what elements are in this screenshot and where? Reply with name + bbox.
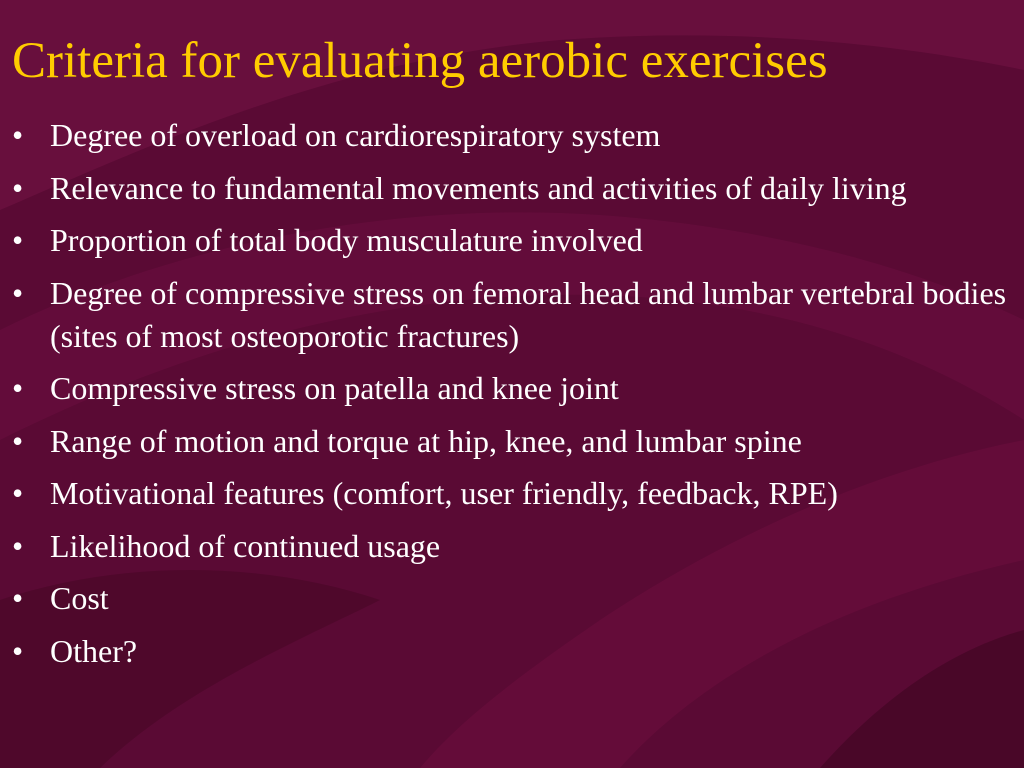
bullet-text: Degree of overload on cardiorespiratory system xyxy=(50,117,661,153)
bullet-text: Relevance to fundamental movements and activities of daily living xyxy=(50,169,907,206)
bullet-item xyxy=(0,420,1018,463)
bullet-text: Other? xyxy=(50,632,138,669)
bullet-icon: • xyxy=(12,475,24,511)
bullet-item xyxy=(0,272,1018,358)
bullet-text: Compressive stress on patella and knee joint xyxy=(50,370,619,406)
bullet-item xyxy=(0,630,1018,673)
bullet-icon: • xyxy=(12,169,24,206)
bullet-icon: • xyxy=(12,632,24,669)
bullet-item xyxy=(0,219,1018,262)
bullet-icon: • xyxy=(12,117,24,153)
bullet-icon: • xyxy=(12,527,24,564)
bullet-item xyxy=(0,472,1018,515)
bullet-icon: • xyxy=(12,580,24,616)
bullet-text: Proportion of total body musculature involved xyxy=(50,222,643,258)
bullet-text: Motivational features (comfort, user friendly, feedback, RPE) xyxy=(50,475,838,511)
bullet-icon: • xyxy=(12,370,24,406)
bullet-text: Range of motion and torque at hip, knee, and lumbar spine xyxy=(50,422,802,459)
slide-title: Criteria for evaluating aerobic exercises xyxy=(12,33,828,89)
bullet-item xyxy=(0,114,1018,157)
bullet-icon: • xyxy=(12,422,24,459)
bullet-item xyxy=(0,577,1018,620)
bullet-item xyxy=(0,167,1018,210)
bullet-item xyxy=(0,367,1018,410)
bullet-text: Degree of compressive stress on femoral head and lumbar vertebral bodies (sites of most osteoporotic fractures) xyxy=(50,274,1007,354)
bullet-icon: • xyxy=(12,274,24,311)
bullet-icon: • xyxy=(12,222,24,258)
bullet-text: Likelihood of continued usage xyxy=(50,527,441,564)
bullet-list xyxy=(0,114,1018,682)
bullet-text: Cost xyxy=(50,580,109,616)
bullet-item xyxy=(0,525,1018,568)
